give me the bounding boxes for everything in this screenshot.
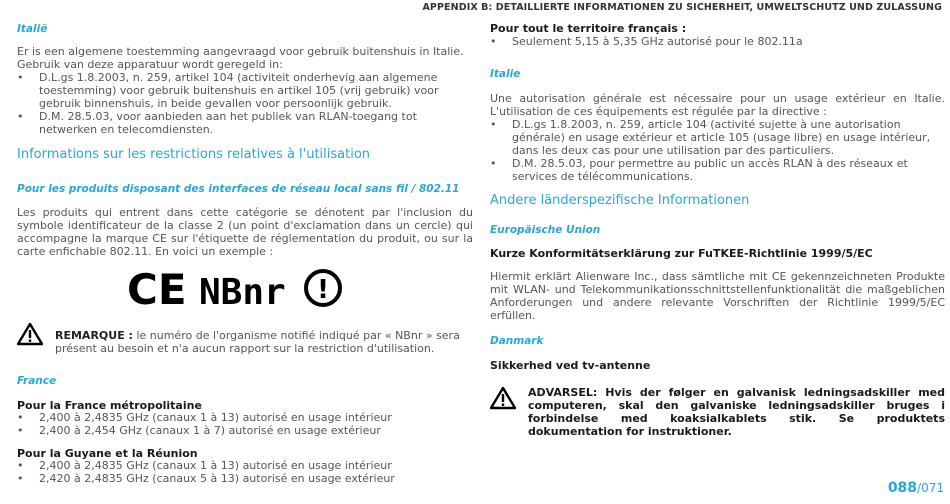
lan-text: Les produits qui entrent dans cette catégorie se dénotent par l'inclusion du symbole identificateur de la classe 2 (un point d'exclamation dans un cercle) qui accompagne la marque CE sur l'étiquette de réglementation du produit, ou sur la carte enfichable 802.11. En voici un exemple : — [17, 206, 473, 258]
guyane-heading: Pour la Guyane et la Réunion — [17, 447, 198, 460]
restrictions-heading: Informations sur les restrictions relatives à l'utilisation — [17, 147, 371, 162]
italie-fr-list — [490, 118, 945, 183]
list-item: • D.M. 28.5.03, voor aanbieden aan het publiek van RLAN-toegang tot netwerken en telecomdiensten. — [17, 110, 473, 136]
alert-mark-text: ! — [317, 275, 329, 305]
list-item: • 2,400 à 2,4835 GHz (canaux 1 à 13) autorisé en usage intérieur — [17, 411, 473, 424]
list-item: • 2,420 à 2,4835 GHz (canaux 5 à 13) autorisé en usage extérieur — [17, 472, 473, 485]
metro-list — [17, 411, 473, 437]
eu-heading: Europäische Union — [490, 224, 601, 236]
france-heading: France — [17, 375, 57, 387]
class2-alert-icon — [306, 271, 340, 305]
territory-list — [490, 35, 945, 48]
metro-heading: Pour la France métropolitaine — [17, 399, 202, 412]
note-block — [17, 322, 473, 355]
dk-heading: Danmark — [490, 335, 544, 347]
list-item: • D.L.gs 1.8.2003, n. 259, artikel 104 (activiteit onderhevig aan algemene toestemming) voor gebruik buitenshuis en artikel 105 (vrij gebruik) voor gebruik binnenshuis, in beide gevallen voor persoonlijk gebruik. — [17, 71, 473, 110]
territory-heading: Pour tout le territoire français : — [490, 22, 687, 35]
page-separator: / — [917, 481, 922, 495]
ce-mark-text: CE — [127, 266, 187, 310]
warning-triangle-icon — [17, 322, 43, 346]
lan-heading: Pour les produits disposant des interfaces de réseau local sans fil / 802.11 — [17, 183, 460, 195]
eu-subheading: Kurze Konformitätserklärung zur FuTKEE-Richtlinie 1999/5/EC — [490, 247, 873, 260]
italie-nl-intro: Er is een algemene toestemming aangevraagd voor gebruik buitenshuis in Italie. Gebruik van deze apparatuur wordt geregeld in: — [17, 45, 464, 71]
nbnr-mark-text: NBnr — [199, 272, 286, 310]
italie-fr-heading: Italie — [490, 68, 521, 80]
dk-warning-block — [490, 384, 945, 438]
dk-warning-text: ADVARSEL: Hvis der følger en galvanisk ledningsadskiller med computeren, skal den galvaniske ledningsadskiller bruges i forbindelse med koaksialkablets stik. Se produktets dokumentation for instruktioner. — [528, 386, 945, 438]
list-item: • D.M. 28.5.03, pour permettre au public un accès RLAN à des réseaux et services de télécommunications. — [490, 157, 945, 183]
ce-mark-icon — [127, 266, 187, 310]
page-number — [888, 480, 944, 496]
list-item: • 2,400 à 2,454 GHz (canaux 1 à 7) autorisé en usage extérieur — [17, 424, 473, 437]
dk-subheading: Sikkerhed ved tv-antenne — [490, 359, 651, 372]
italie-nl-heading: Italië — [17, 23, 48, 35]
italie-nl-list — [17, 71, 473, 136]
list-item: • Seulement 5,15 à 5,35 GHz autorisé pour le 802.11a — [490, 35, 945, 48]
note-label: REMARQUE : — [55, 329, 133, 342]
note-text — [55, 329, 473, 355]
italie-fr-intro: Une autorisation générale est nécessaire pour un usage extérieur en Italie. L'utilisation de ces équipements est régulée par la directive : — [490, 92, 945, 118]
eu-text: Hiermit erklärt Alienware Inc., dass sämtliche mit CE gekennzeichneten Produkte mit WLAN- und Telekommunikationsschnittstellenfunktionalität die maßgeblichen Anforderungen und andere relevante Vorschriften der Richtlinie 1999/5/EC erfüllen. — [490, 270, 945, 322]
list-item: • D.L.gs 1.8.2003, n. 259, article 104 (activité sujette à une autorisation générale) en usage extérieur et article 105 (usage libre) en usage intérieur, dans les deux cas pour une utilisation par des particuliers. — [490, 118, 945, 157]
page-header: APPENDIX B: DETAILLIERTE INFORMATIONEN ZU SICHERHEIT, UMWELTSCHUTZ UND ZULASSUNG — [422, 2, 942, 13]
list-item: • 2,400 à 2,4835 GHz (canaux 1 à 13) autorisé en usage intérieur — [17, 459, 473, 472]
regulatory-marks — [127, 266, 347, 310]
note-body: le numéro de l'organisme notifié indiqué par « NBnr » sera présent au besoin et n'a aucun rapport sur la restriction d'utilisation. — [55, 329, 460, 355]
other-info-heading: Andere länderspezifische Informationen — [490, 193, 750, 208]
page-current: 088 — [887, 480, 918, 496]
warning-triangle-icon — [490, 386, 516, 410]
page-total: 071 — [921, 481, 944, 495]
guyane-list — [17, 459, 473, 485]
